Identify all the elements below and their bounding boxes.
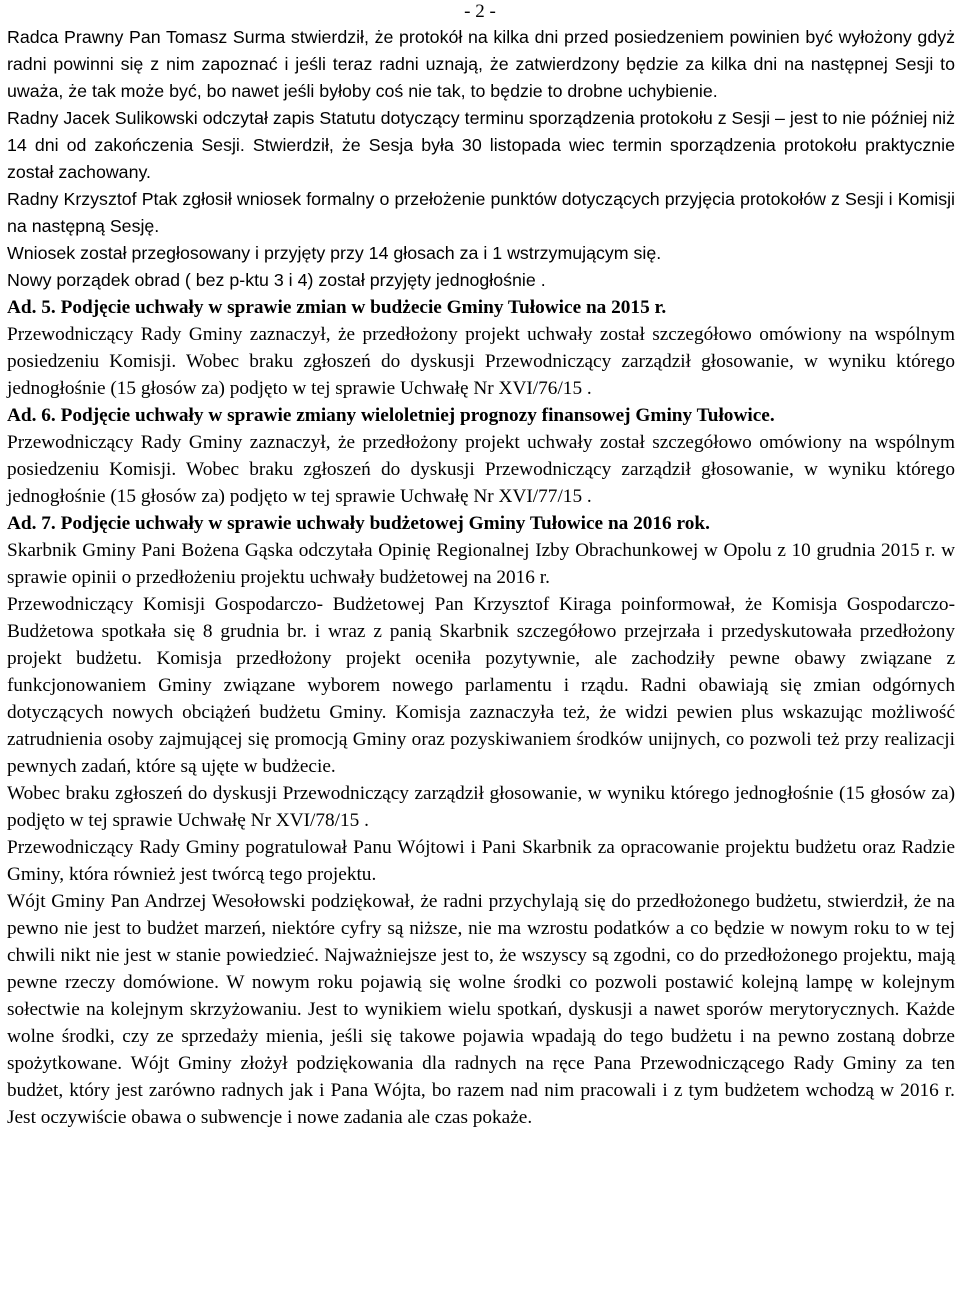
ad7-paragraph-skarbnik: Skarbnik Gminy Pani Bożena Gąska odczytała Opinię Regionalnej Izby Obrachunkowej w Opolu z 10 grudnia 2015 r. w sprawie opinii o przedłożeniu projektu uchwały budżetowej na 2016 r.	[7, 540, 955, 588]
paragraph-wniosek-result: Wniosek został przegłosowany i przyjęty przy 14 głosach za i 1 wstrzymującym się.	[7, 243, 662, 263]
paragraph-ptak: Radny Krzysztof Ptak zgłosił wniosek formalny o przełożenie punktów dotyczących przyjęcia protokołów z Sesji i Komisji na następną Sesję.	[7, 189, 955, 236]
section-body-ad5: Przewodniczący Rady Gminy zaznaczył, że przedłożony projekt uchwały został szczegółowo omówiony na wspólnym posiedzeniu Komisji. Wobec braku zgłoszeń do dyskusji Przewodniczący zarządził głosowanie, w wyniku którego jednogłośnie (15 głosów za) podjęto w tej sprawie Uchwałę Nr XVI/76/15 .	[7, 324, 955, 399]
page-number: - 2 -	[464, 1, 496, 22]
ad7-paragraph-komisja: Przewodniczący Komisji Gospodarczo- Budżetowej Pan Krzysztof Kiraga poinformował, że Komisja Gospodarczo- Budżetowa spotkała się 8 grudnia br. i wraz z panią Skarbnik szczegółowo przejrzała i przedyskutowała przedłożony projekt budżetu. Komisja przedłożony projekt oceniła pozytywnie, ale zachodziły pewne obawy związane z funkcjonowaniem Gminy związane wyborem nowego parlamentu i rządu. Radni obawiają się zmian odgórnych dotyczących nowych obciążeń budżetu Gminy. Komisja zaznaczyła też, że widzi pewien plus wskazując możliwość zatrudnienia osoby zajmującej się promocją Gminy oraz pozyskiwaniem środków unijnych, co pozwoli też przy realizacji pewnych zadań, które są ujęte w budżecie.	[7, 594, 955, 777]
document-body	[7, 24, 955, 1131]
section-heading-ad6: Ad. 6. Podjęcie uchwały w sprawie zmiany wieloletniej prognozy finansowej Gminy Tułowice.	[7, 405, 775, 426]
ad7-paragraph-wojt: Wójt Gminy Pan Andrzej Wesołowski podziękował, że radni przychylają się do przedłożonego budżetu, stwierdził, że na pewno nie jest to budżet marzeń, niektóre cyfry są niższe, nie ma wzrostu podatków a co będzie w nowym roku to w tej chwili nikt nie jest w stanie powiedzieć. Najważniejsze jest to, że wszyscy są zgodni, co do przedłożonego projektu, mają pewne rzeczy domówione. W nowym roku pojawią się wolne środki co pozwoli postawić kolejną lampę w kolejnym sołectwie na kolejnym skrzyżowaniu. Jest to wynikiem wielu spotkań, dyskusji a nawet sporów merytorycznych. Każde wolne środki, czy ze sprzedaży mienia, jeśli się takowe pojawia wpadają do tego budżetu i na pewno zostaną dobrze spożytkowane. Wójt Gminy złożył podziękowania dla radnych na ręce Pana Przewodniczącego Rady Gminy za ten budżet, który jest zarówno radnych jak i Pana Wójta, bo razem nad nim pracowali i z tym budżetem wchodzą w 2016 r. Jest oczywiście obawa o subwencje i nowe zadania ale czas pokaże.	[7, 891, 955, 1128]
paragraph-sulikowski: Radny Jacek Sulikowski odczytał zapis Statutu dotyczący terminu sporządzenia protokołu z Sesji – jest to nie później niż 14 dni od zakończenia Sesji. Stwierdził, że Sesja była 30 listopada wiec termin sporządzenia protokołu praktycznie został zachowany.	[7, 108, 955, 182]
ad7-paragraph-gratulacje: Przewodniczący Rady Gminy pogratulował Panu Wójtowi i Pani Skarbnik za opracowanie projektu budżetu oraz Radzie Gminy, która również jest twórcą tego projektu.	[7, 837, 955, 885]
section-body-ad6: Przewodniczący Rady Gminy zaznaczył, że przedłożony projekt uchwały został szczegółowo omówiony na wspólnym posiedzeniu Komisji. Wobec braku zgłoszeń do dyskusji Przewodniczący zarządził głosowanie, w wyniku którego jednogłośnie (15 głosów za) podjęto w tej sprawie Uchwałę Nr XVI/77/15 .	[7, 432, 955, 507]
ad7-paragraph-glosowanie: Wobec braku zgłoszeń do dyskusji Przewodniczący zarządził głosowanie, w wyniku którego jednogłośnie (15 głosów za) podjęto w tej sprawie Uchwałę Nr XVI/78/15 .	[7, 783, 955, 831]
paragraph-radca-prawny: Radca Prawny Pan Tomasz Surma stwierdził, że protokół na kilka dni przed posiedzeniem powinien być wyłożony gdyż radni powinni się z nim zapoznać i jeśli teraz radni uznają, że zatwierdzony będzie za kilka dni na następnej Sesji to uważa, że tak może być, bo nawet jeśli byłoby coś nie tak, to będzie to drobne uchybienie.	[7, 27, 955, 101]
section-heading-ad7: Ad. 7. Podjęcie uchwały w sprawie uchwały budżetowej Gminy Tułowice na 2016 rok.	[7, 513, 710, 534]
paragraph-porzadek-obrad: Nowy porządek obrad ( bez p-ktu 3 i 4) został przyjęty jednogłośnie .	[7, 270, 546, 290]
section-heading-ad5: Ad. 5. Podjęcie uchwały w sprawie zmian w budżecie Gminy Tułowice na 2015 r.	[7, 297, 667, 318]
